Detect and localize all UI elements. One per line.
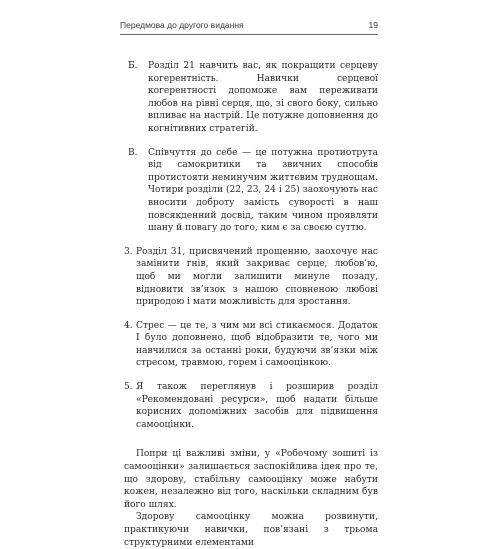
numbered-text: Я також переглянув і розширив розділ «Рекомендовані ресурси», щоб надати більше корисних допоміжних засобів для підвищення самооцінки. bbox=[136, 382, 378, 430]
numbered-text: Стрес — це те, з чим ми всі стикаємося. Додаток І було доповнено, щоб відобразити те, чого ми навчилися за останні роки, будуючи зв’язки між стресом, травмою, горем і самооцінкою. bbox=[136, 320, 378, 369]
running-header-title: Передмова до другого видання bbox=[120, 20, 244, 30]
sublist-marker: Б. bbox=[128, 61, 138, 71]
sublist-item bbox=[124, 147, 378, 235]
page-number: 19 bbox=[368, 20, 378, 30]
sublist-marker: В. bbox=[128, 147, 138, 158]
numbered-item bbox=[124, 320, 378, 370]
body-paragraph: Попри ці важливі зміни, у «Робочому зошиті із самооцінки» залишається заспокійлива ідея про те, що здорову, стабільну самооцінку може набути кожен, незалежно від того, наскільки складним був його шлях. bbox=[124, 449, 378, 510]
page-content bbox=[124, 60, 378, 549]
numbered-marker: 5. bbox=[124, 382, 133, 393]
sublist-text: Розділ 21 навчить вас, як покращити серцеву когерентність. Навички серцевої когерентності допоможе вам переживати любов на рівні серця, що, зі свого боку, сильно впливає на настрій. Це потужне доповнення до когнітивних стратегій. bbox=[148, 61, 378, 134]
numbered-marker: 3. bbox=[124, 246, 133, 257]
sublist-item bbox=[124, 60, 378, 136]
numbered-marker: 4. bbox=[124, 320, 133, 331]
numbered-item bbox=[124, 246, 378, 309]
numbered-text: Розділ 31, присвячений прощенню, заохочує нас замінити гнів, який закриває серце, любов’ю, щоб ми могли залишити минуле позаду, відновити зв’язок з нашою сповненою любові природою і мати можливість для зростання. bbox=[136, 246, 378, 308]
running-header bbox=[120, 20, 378, 35]
body-paragraph: Здорову самооцінку можна розвинути, практикуючи навички, пов’язані з трьома структурними елементами bbox=[124, 512, 378, 548]
numbered-item bbox=[124, 381, 378, 431]
sublist-text: Співчуття до себе — це потужна протиотрута від самокритики та звичних способів протистояти неминучим життєвим труднощам. Чотири розділи (22, 23, 24 і 25) заохочують нас вносити доброту замість суворості в наш повсякденний досвід, таким чином проявляти шану й повагу до того, ким є за своєю суттю. bbox=[148, 147, 378, 234]
